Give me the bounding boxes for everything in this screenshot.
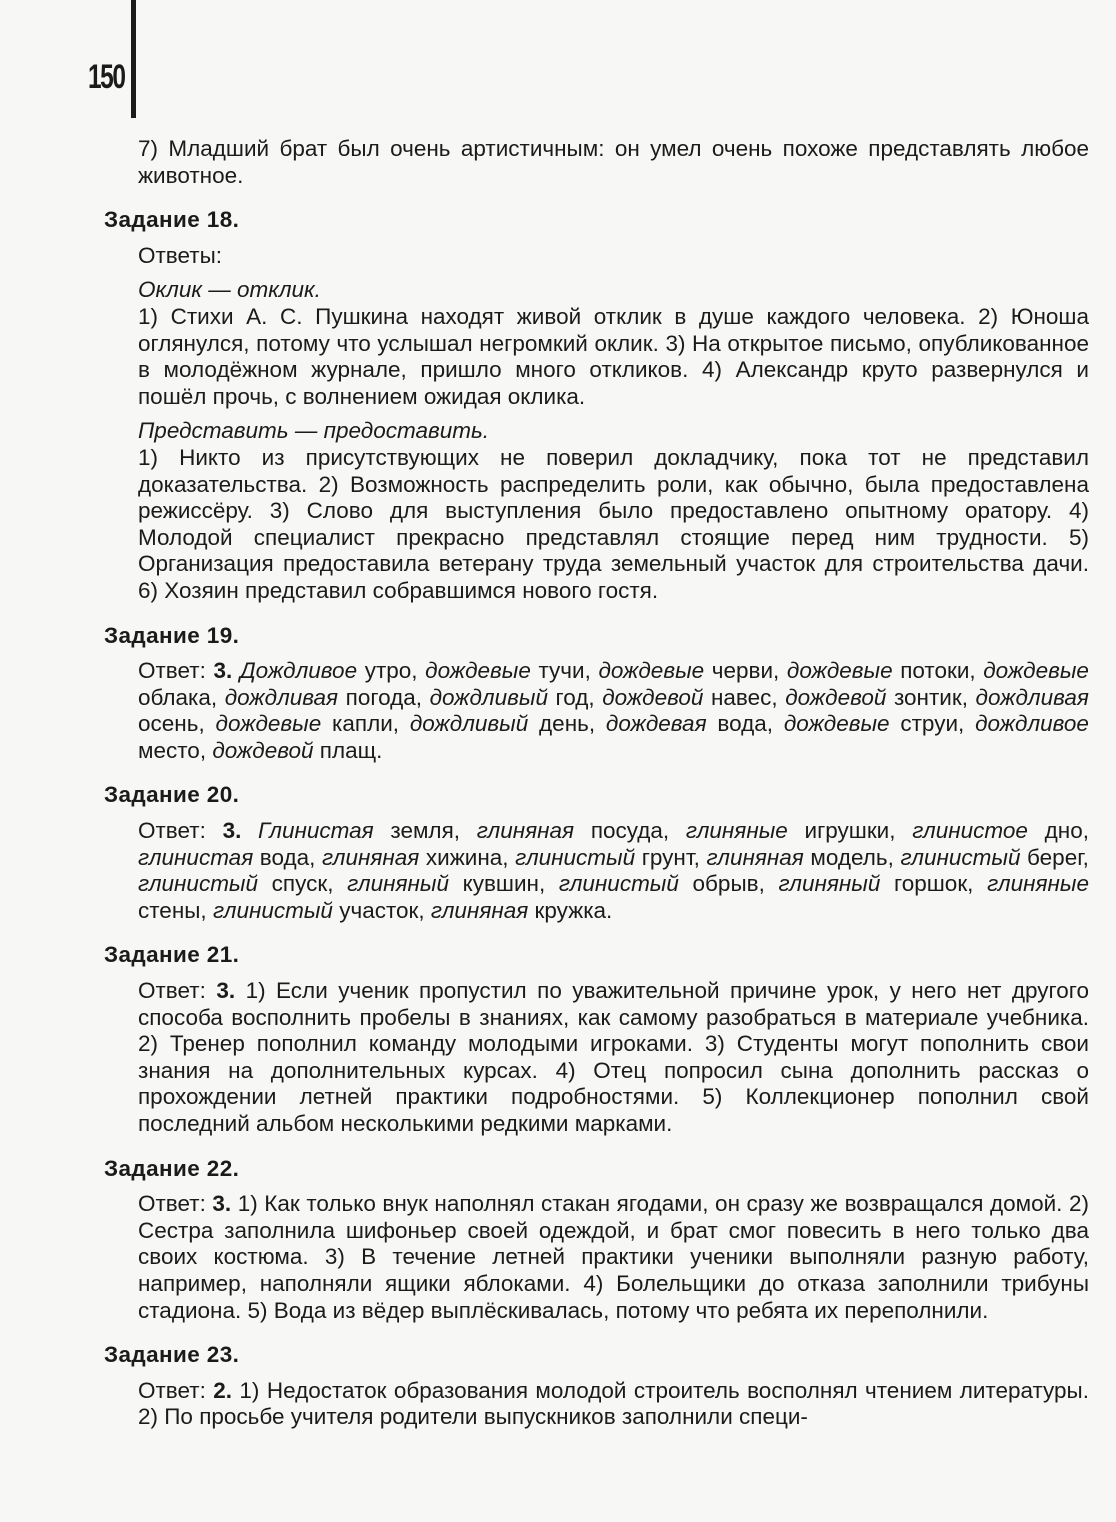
task-22-answer: Ответ: 3. 1) Как только внук наполнял стакан ягодами, он сразу же возвращался домой. 2) Сестра заполнила шифоньер своей одеждой, и брат смог повесить в него только два своих костюма. 3) В течение летней практики ученики выполняли разную работу, например, наполняли ящики яблоками. 4) Болельщики до отказа заполнили трибуны стадиона. 5) Вода из вёдер выплёскивалась, потому что ребята их переполнили.: [138, 1191, 1089, 1323]
task-20-pair-adj: глиняная: [476, 818, 575, 844]
task-19-pair-noun: утро: [364, 658, 412, 684]
task-18-pair-2-text: 1) Никто из присутствующих не поверил докладчику, пока тот не представил доказательства. 2) Возможность распределить роли, как обычно, была предоставлена режиссёру. 3) Слово для выступления было предоставлено опытному оратору. 4) Молодой специалист прекрасно представлял стоящие перед ним трудности. 5) Организация предоставила ветерану труда земельный участок для строительства дачи. 6) Хозяин представил собравшимся нового гостя.: [138, 444, 1089, 603]
task-19-pair-adj: дождливый: [429, 684, 548, 710]
task-20-pair-noun: хижина: [425, 844, 503, 870]
task-19-pair-noun: навес: [710, 684, 772, 710]
task-20-pair-noun: модель: [810, 844, 888, 870]
task-20-pair-noun: вода: [259, 844, 310, 870]
task-20-pair-noun: стены: [138, 897, 201, 923]
task-19-pair-adj: дождливая: [975, 684, 1089, 710]
task-19-pair-noun: место: [138, 737, 200, 763]
task-20-pair-adj: глиняная: [706, 844, 804, 870]
task-19-pair-adj: дождевые: [598, 658, 705, 684]
task-18-heading: Задание 18.: [104, 207, 240, 233]
task-19-pair-noun: плащ: [319, 737, 377, 763]
intro-paragraph: 7) Младший брат был очень артистичным: он умел очень похоже представлять любое животное.: [138, 136, 1089, 188]
margin-rule: [131, 0, 136, 118]
task-19-pair-noun: черви: [711, 658, 774, 684]
task-20-pair-adj: глинистый: [515, 844, 636, 870]
task-20-pair-adj: глиняные: [685, 818, 788, 844]
task-20-pair-adj: глинистый: [900, 844, 1021, 870]
task-19-pair-adj: дождливое: [975, 711, 1089, 737]
task-20-pair-adj: глинистая: [138, 844, 254, 870]
task-19-pair-noun: потоки: [900, 658, 970, 684]
task-19-heading: Задание 19.: [104, 622, 240, 648]
task-19-pair-adj: Дождливое: [239, 658, 358, 684]
task-19-pair-adj: дождевые: [783, 711, 890, 737]
task-20-pair-adj: глиняная: [321, 844, 420, 870]
task-20-pair-noun: кружка: [534, 897, 607, 923]
task-20-pair-noun: участок: [339, 897, 419, 923]
task-19-pair-noun: тучи: [538, 658, 585, 684]
task-19-pair-adj: дождливый: [409, 711, 529, 737]
task-20-pair-adj: глинистое: [912, 818, 1028, 844]
task-20-pair-noun: игрушки: [804, 818, 890, 844]
task-18-pair-1-text: 1) Стихи А. С. Пушкина находят живой отклик в душе каждого человека. 2) Юноша оглянулся, потому что услышал негромкий оклик. 3) На открытое письмо, опубликованное в молодёжном журнале, пришло много откликов. 4) Александр круто развернулся и пошёл прочь, с волнением ожидая оклика.: [138, 303, 1089, 409]
task-19-pair-adj: дождливая: [224, 684, 339, 710]
task-21-heading: Задание 21.: [104, 942, 240, 968]
task-19-pair-noun: день: [539, 711, 589, 737]
task-19-pair-noun: струи: [900, 711, 959, 737]
task-19-answer: Ответ: 3. Дождливое утро, дождевые тучи, дождевые черви, дождевые потоки, дождевые облака, дождливая погода, дождливый год, дождевой навес, дождевой зонтик, дождливая осень, дождевые капли, дождливый день, дождевая вода, дождевые струи, дождливое место, дождевой плащ.: [138, 658, 1089, 763]
page-number: 150: [88, 58, 125, 96]
task-20-pair-noun: горшок: [894, 871, 968, 897]
task-23-heading: Задание 23.: [104, 1342, 240, 1368]
task-18-pair-1: Оклик — отклик.: [138, 277, 321, 303]
task-20-pair-noun: берег: [1027, 844, 1083, 870]
task-20-pair-adj: глиняный: [347, 871, 449, 897]
task-19-pair-noun: год: [555, 684, 589, 710]
task-20-pair-noun: дно: [1044, 818, 1083, 844]
task-20-pair-noun: кувшин: [462, 871, 539, 897]
task-19-pair-noun: вода: [717, 711, 767, 737]
task-18-answers-label: Ответы:: [138, 242, 223, 268]
task-20-pair-adj: глиняные: [987, 871, 1089, 897]
task-19-pair-noun: погода: [345, 684, 416, 710]
task-20-pair-noun: грунт: [641, 844, 694, 870]
task-20-pair-adj: глиняный: [778, 871, 881, 897]
task-20-pair-noun: земля: [390, 818, 454, 844]
task-19-pair-noun: облака: [138, 684, 211, 710]
task-20-pair-adj: глиняная: [430, 897, 529, 923]
task-19-pair-adj: дождевые: [425, 658, 531, 684]
task-20-pair-noun: обрыв: [692, 871, 759, 897]
task-20-pair-adj: Глинистая: [258, 818, 374, 844]
task-20-pair-adj: глинистый: [558, 871, 679, 897]
page-content: [104, 136, 1089, 1431]
task-19-pair-noun: зонтик: [893, 684, 962, 710]
task-20-pair-noun: спуск: [271, 871, 328, 897]
task-19-pair-adj: дождевые: [215, 711, 322, 737]
task-19-pair-noun: осень: [138, 711, 199, 737]
task-20-answer: Ответ: 3. Глинистая земля, глиняная посуда, глиняные игрушки, глинистое дно, глинистая вода, глиняная хижина, глинистый грунт, глиняная модель, глинистый берег, глинистый спуск, глиняный кувшин, глинистый обрыв, глиняный горшок, глиняные стены, глинистый участок, глиняная кружка.: [138, 818, 1089, 923]
task-19-pair-adj: дождевой: [602, 684, 704, 710]
task-20-heading: Задание 20.: [104, 782, 240, 808]
task-19-pair-adj: дождевой: [212, 737, 314, 763]
task-21-answer: Ответ: 3. 1) Если ученик пропустил по уважительной причине урок, у него нет другого способа восполнить пробелы в знаниях, как самому разобраться в материале учебника. 2) Тренер пополнил команду молодыми игроками. 3) Студенты могут пополнить свои знания на дополнительных курсах. 4) Отец попросил сына дополнить рассказ о прохождении летней практики подробностями. 5) Коллекционер пополнил свой последний альбом несколькими редкими марками.: [138, 978, 1089, 1136]
task-20-word-list: Глинистая земля, глиняная посуда, глиняные игрушки, глинистое дно, глинистая вода, глиняная хижина, глинистый грунт, глиняная модель, глинистый берег, глинистый спуск, глиняный кувшин, глинистый обрыв, глиняный горшок, глиняные стены, глинистый участок, глиняная кружка.: [138, 818, 1089, 923]
task-18-pair-2: Представить — предоставить.: [138, 418, 490, 444]
task-19-pair-adj: дождевые: [983, 658, 1089, 684]
task-19-word-list: Дождливое утро, дождевые тучи, дождевые черви, дождевые потоки, дождевые облака, дождливая погода, дождливый год, дождевой навес, дождевой зонтик, дождливая осень, дождевые капли, дождливый день, дождевая вода, дождевые струи, дождливое место, дождевой плащ.: [138, 658, 1089, 763]
task-20-pair-adj: глинистый: [138, 871, 259, 897]
task-19-pair-adj: дождевой: [785, 684, 887, 710]
task-22-heading: Задание 22.: [104, 1155, 240, 1181]
task-19-pair-adj: дождевые: [786, 658, 893, 684]
task-19-pair-noun: капли: [332, 711, 393, 737]
task-20-pair-adj: глинистый: [212, 897, 333, 923]
task-19-pair-adj: дождевая: [605, 711, 707, 737]
task-23-answer: Ответ: 2. 1) Недостаток образования молодой строитель восполнял чтением литературы. 2) По просьбе учителя родители выпускников заполнили специ-: [138, 1377, 1089, 1430]
task-20-pair-noun: посуда: [590, 818, 663, 844]
